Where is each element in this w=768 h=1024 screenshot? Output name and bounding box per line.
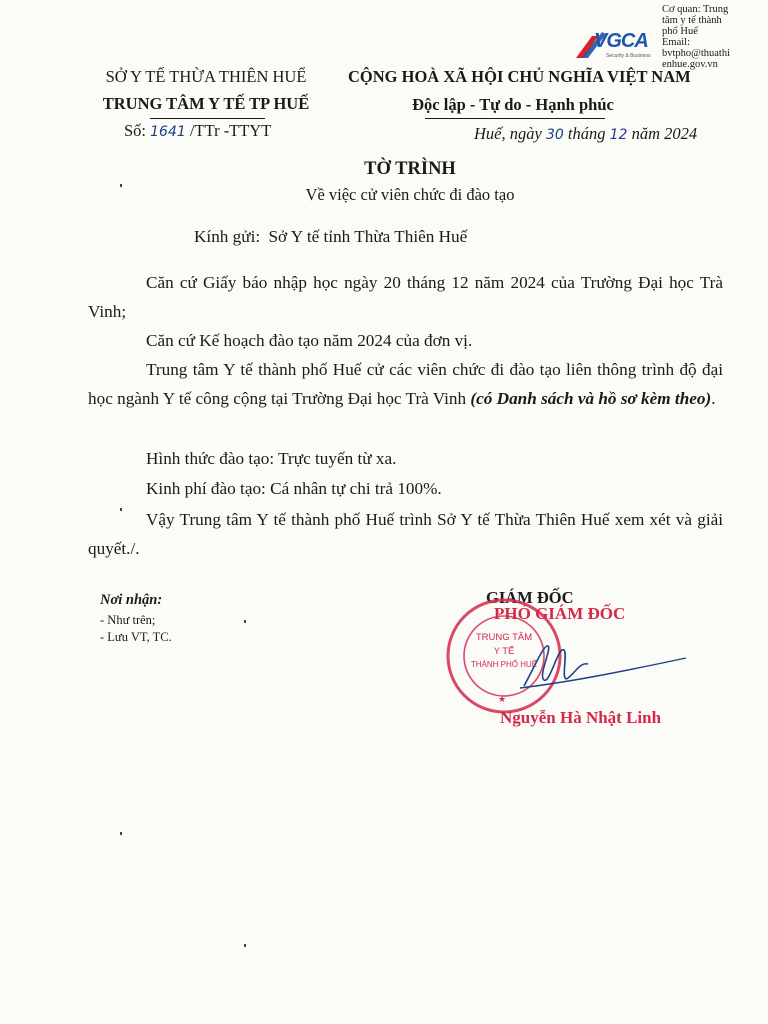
motto: Độc lập - Tự do - Hạnh phúc bbox=[412, 95, 614, 114]
scan-speck bbox=[244, 620, 246, 623]
signature-email-line1: bvtpho@thuathi bbox=[662, 48, 730, 59]
vgca-logo bbox=[572, 28, 664, 64]
scan-speck bbox=[120, 832, 122, 835]
scan-speck bbox=[244, 944, 246, 947]
body-paragraph-2 bbox=[88, 326, 723, 355]
signature-org-line2: tâm y tế thành bbox=[662, 15, 722, 26]
agency-name: TRUNG TÂM Y TẾ TP HUẾ bbox=[102, 94, 310, 113]
signature-org-line3: phố Huế bbox=[662, 26, 698, 37]
nation-title: CỘNG HOÀ XÃ HỘI CHỦ NGHĨA VIỆT NAM bbox=[348, 67, 691, 86]
stamp-line-1: TRUNG TÂM bbox=[475, 632, 533, 643]
body-text-3-attachment: (có Danh sách và hồ sơ kèm theo) bbox=[470, 389, 712, 408]
agency-parent: SỞ Y TẾ THỪA THIÊN HUẾ bbox=[105, 67, 307, 86]
scan-speck bbox=[120, 184, 122, 187]
body-text-2: Căn cứ Kế hoạch đào tạo năm 2024 của đơn vị. bbox=[146, 331, 473, 350]
body-text-1: Căn cứ Giấy báo nhập học ngày 20 tháng 12 năm 2024 của Trường Đại học Trà Vinh; bbox=[88, 273, 723, 321]
document-number-handwritten: 1641 bbox=[150, 124, 186, 140]
signature-scribble-icon bbox=[510, 628, 690, 698]
document-number bbox=[124, 121, 271, 141]
body-text-6: Vậy Trung tâm Y tế thành phố Huế trình Sở Y tế Thừa Thiên Huế xem xét và giải quyết./. bbox=[88, 510, 723, 558]
stamp-line-2: Y TẾ bbox=[493, 646, 515, 657]
date-month: 12 bbox=[609, 127, 628, 143]
digital-signature-info bbox=[662, 4, 766, 70]
stamp-line-3: THÀNH PHỐ HUẾ bbox=[470, 660, 538, 669]
handwritten-signature bbox=[510, 628, 690, 698]
scan-speck bbox=[120, 508, 122, 511]
body-text-3: Trung tâm Y tế thành phố Huế cử các viên chức đi đào tạo liên thông trình độ đại học ngành Y tế công cộng tại Trường Đại học Trà Vinh bbox=[88, 360, 723, 408]
recipients-label: Nơi nhận: bbox=[100, 592, 163, 608]
document-subject: Về việc cử viên chức đi đào tạo bbox=[305, 185, 515, 204]
body-paragraph-3 bbox=[88, 355, 723, 413]
motto-underline bbox=[425, 118, 605, 119]
signer-position: GIÁM ĐỐC bbox=[486, 588, 574, 607]
signature-email-label: Email: bbox=[662, 37, 690, 48]
signer-name: Nguyễn Hà Nhật Linh bbox=[500, 708, 662, 727]
body-paragraph-6 bbox=[88, 505, 723, 563]
recipient-label: Kính gửi: bbox=[194, 227, 261, 246]
document-number-prefix: Số: bbox=[124, 121, 147, 140]
recipient-item-1: - Như trên; bbox=[100, 613, 156, 627]
date-month-label: tháng bbox=[567, 124, 606, 143]
vgca-logo-subtext: Security & Business bbox=[606, 53, 651, 59]
vgca-logo-text: VGCA bbox=[594, 30, 648, 52]
body-paragraph-1 bbox=[88, 268, 723, 326]
date-year: năm 2024 bbox=[631, 124, 698, 143]
document-date bbox=[474, 124, 697, 144]
recipient-item-2: - Lưu VT, TC. bbox=[100, 630, 172, 644]
document-title: TỜ TRÌNH bbox=[364, 159, 456, 179]
signer-deputy-position: PHÓ GIÁM ĐỐC bbox=[494, 604, 626, 623]
stamp-star: ★ bbox=[498, 694, 507, 704]
date-day: 30 bbox=[545, 127, 564, 143]
recipient-name: Sở Y tế tỉnh Thừa Thiên Huế bbox=[268, 227, 468, 246]
agency-underline bbox=[150, 118, 265, 119]
body-paragraph-4 bbox=[88, 444, 723, 473]
body-text-5: Kinh phí đào tạo: Cá nhân tự chi trả 100%. bbox=[146, 479, 442, 498]
body-text-3-end: . bbox=[711, 389, 716, 408]
signature-org-line1: Cơ quan: Trung bbox=[662, 4, 729, 15]
date-place: Huế, ngày bbox=[474, 124, 542, 143]
document-number-suffix: /TTr -TTYT bbox=[189, 121, 272, 140]
signature-email-line2: enhue.gov.vn bbox=[662, 59, 718, 70]
body-paragraph-5 bbox=[88, 474, 723, 503]
body-text-4: Hình thức đào tạo: Trực tuyến từ xa. bbox=[146, 449, 397, 468]
recipient-line bbox=[194, 227, 467, 247]
